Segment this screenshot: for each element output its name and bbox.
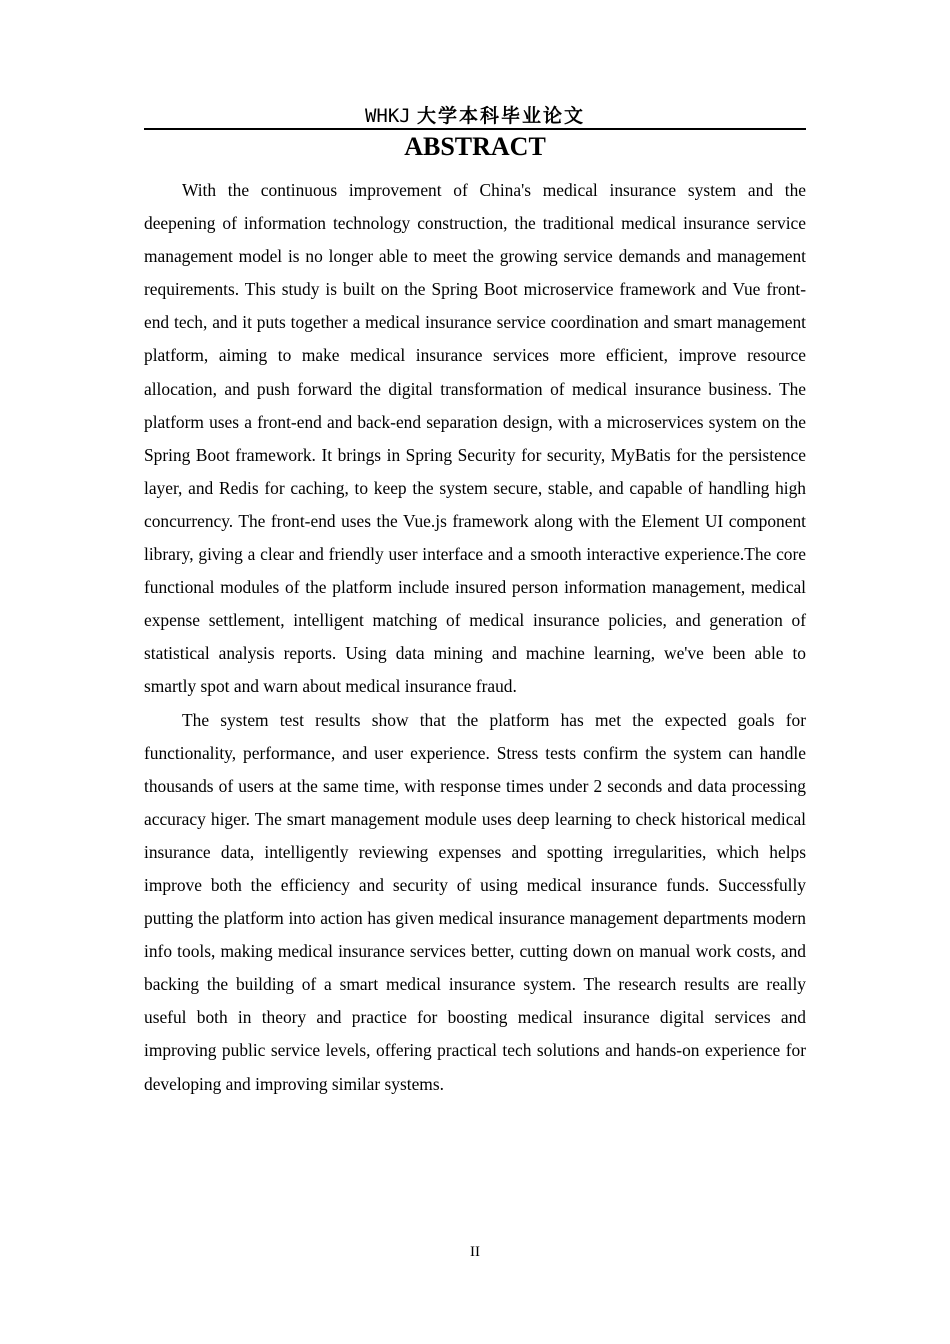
abstract-paragraph-1: With the continuous improvement of China's medical insurance system and the deepening of information technology construction, the traditional medical insurance service management model is no longer able to meet the growing service demands and management requirements. This study is built on the Spring Boot microservice framework and Vue front-end tech, and it puts together a medical insurance service coordination and smart management platform, aiming to make medical insurance services more efficient, improve resource allocation, and push forward the digital transformation of medical insurance business. The platform uses a front-end and back-end separation design, with a microservices system on the Spring Boot framework. It brings in Spring Security for security, MyBatis for the persistence layer, and Redis for caching, to keep the system secure, stable, and capable of handling high concurrency. The front-end uses the Vue.js framework along with the Element UI component library, giving a clear and friendly user interface and a smooth interactive experience.The core functional modules of the platform include insured person information management, medical expense settlement, intelligent matching of medical insurance policies, and generation of statistical analysis reports. Using data mining and machine learning, we've been able to smartly spot and warn about medical insurance fraud.: [144, 180, 806, 697]
abstract-body: [144, 174, 806, 1101]
abstract-title: ABSTRACT: [404, 132, 546, 161]
abstract-paragraph-2: The system test results show that the platform has met the expected goals for functionality, performance, and user experience. Stress tests confirm the system can handle thousands of users at the same time, with response times under 2 seconds and data processing accuracy higer. The smart management module uses deep learning to check historical medical insurance data, intelligently reviewing expenses and spotting irregularities, which helps improve both the efficiency and security of using medical insurance funds. Successfully putting the platform into action has given medical insurance management departments modern info tools, making medical insurance services better, cutting down on manual work costs, and backing the building of a smart medical insurance system. The research results are really useful both in theory and practice for boosting medical insurance digital services and improving public service levels, offering practical tech solutions and hands-on experience for developing and improving similar systems.: [144, 709, 806, 1094]
header-latin-text: WHKJ: [364, 105, 411, 127]
page-number: II: [470, 1244, 480, 1260]
header-cjk-text: 大学本科毕业论文: [417, 105, 586, 127]
running-header: [144, 103, 806, 127]
